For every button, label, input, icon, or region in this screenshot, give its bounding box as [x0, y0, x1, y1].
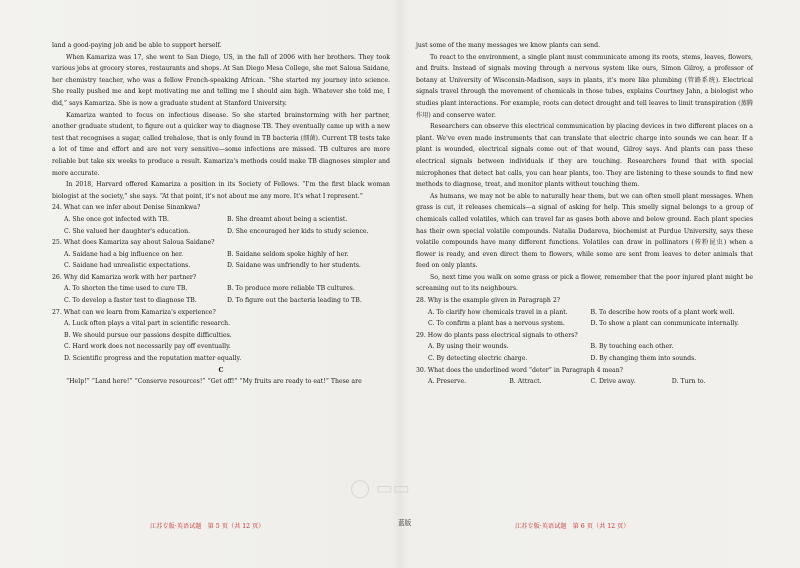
- option-26a: A. To shorten the time used to cure TB.: [64, 285, 188, 293]
- option-30c: C. Drive away.: [590, 378, 636, 386]
- left-paragraph-4: In 2018, Harvard offered Kamariza a position in its Society of Fellows. “I'm the first black woman biologist at the society,” she says. “At that point, it's not about me any more. It's what I represent.”: [52, 181, 390, 200]
- option-30b: B. Attract.: [509, 378, 542, 386]
- option-27d: D. Scientific progress and the reputation matter equally.: [64, 355, 242, 363]
- right-footer: 江苏专版·英语试题 第 6 页（共 12 页）: [515, 523, 630, 530]
- left-page: [52, 40, 390, 388]
- option-25a: A. Saidane had a big influence on her.: [64, 250, 184, 258]
- question-28: 28. Why is the example given in Paragraph 2?: [416, 297, 561, 305]
- right-paragraph-4: As humans, we may not be able to naturally hear them, but we can often smell plant messages. When grass is cut, it releases chemicals—a signal of asking for help. This smelly signal belongs to a group of chemicals called volatiles, which can travel far as gases both above and below ground. Each plant species has their own special volatile compounds. Natalia Dudareva, biochemist at Purdue University, says these volatile compounds have many different functions. Volatiles can draw in pollinators (传粉昆虫) when a flower is ready, and even direct them to flowers, while some are sent from leaves to deter animals that feed on only plants.: [416, 192, 753, 270]
- question-24-options: [52, 214, 390, 237]
- option-26c: C. To develop a faster test to diagnose TB.: [64, 297, 197, 305]
- question-30: 30. What does the underlined word “deter” in Paragraph 4 mean?: [416, 366, 623, 374]
- option-26b: B. To produce more reliable TB cultures.: [227, 285, 355, 293]
- question-26: 26. Why did Kamariza work with her partner?: [52, 273, 197, 281]
- left-footer: 江苏专版·英语试题 第 5 页（共 12 页）: [150, 523, 265, 530]
- option-25d: D. Saidane was unfriendly to her students.: [227, 262, 361, 270]
- option-27a: A. Luck often plays a vital part in scientific research.: [64, 320, 231, 328]
- edition-tag: 蓝版: [398, 519, 412, 527]
- option-27b: B. We should pursue our passions despite difficulties.: [64, 331, 232, 339]
- question-29: 29. How do plants pass electrical signals to others?: [416, 331, 578, 339]
- option-29d: D. By changing them into sounds.: [590, 355, 697, 363]
- section-heading: C: [218, 366, 224, 374]
- right-paragraph-3: Researchers can observe this electrical communication by placing devices in two different places on a plant. We've even made instruments that can translate that electric charge into sounds we can hear. If a plant is wounded, electrical signals come out of that wound, Gilroy says. And plants can pass these electrical signals between individuals if they are touching. Researchers found that with special microphones that detect bat calls, you can hear plants, too. They are listening to these sounds to find new methods to diagnose, treat, and monitor plants without touching them.: [416, 123, 753, 189]
- option-24d: D. She encouraged her kids to study science.: [227, 227, 369, 235]
- question-27: 27. What can we learn from Kamariza's experience?: [52, 308, 216, 316]
- option-26d: D. To figure out the bacteria leading to TB.: [227, 297, 362, 305]
- right-paragraph-5: So, next time you walk on some grass or pick a flower, remember that the poor injured plant might be screaming out to its neighbours.: [416, 273, 753, 293]
- option-25b: B. Saidane seldom spoke highly of her.: [227, 250, 349, 258]
- option-28d: D. To show a plant can communicate internally.: [590, 320, 739, 328]
- option-29b: B. By touching each other.: [590, 343, 674, 351]
- option-28b: B. To describe how roots of a plant work well.: [590, 308, 735, 316]
- option-27c: C. Hard work does not necessarily pay off eventually.: [64, 343, 231, 351]
- question-27-options: [52, 318, 390, 364]
- left-paragraph-3: Kamariza wanted to focus on infectious disease. So she started brainstorming with her partner, another graduate student, to figure out a quicker way to diagnose TB. They eventually came up with a new test that recognises a sugar, called trehalose, that is only found in TB bacteria (细菌). Current TB tests take a lot of time and effort and are not very sensitive—some infections are missed. TB cultures are more reliable but take six weeks to produce a result. Kamariza's methods could make TB diagnoses simpler and more accurate.: [52, 111, 390, 177]
- question-30-options: [416, 376, 753, 388]
- question-24: 24. What can we infer about Denise Sinankwa?: [52, 204, 201, 212]
- option-30a: A. Preserve.: [428, 378, 467, 386]
- watermark-logo: ◯ ▭▭: [350, 478, 410, 499]
- question-26-options: [52, 283, 390, 306]
- option-29c: C. By detecting electric charge.: [428, 355, 528, 363]
- left-paragraph-2: When Kamariza was 17, she went to San Diego, US, in the fall of 2006 with her brothers. They took various jobs at grocery stores, restaurants and shops. At San Diego Mesa College, she met Saloua Saidane, her chemistry teacher, who was a fellow French-speaking African. “She started my journey into science. She really pushed me and kept motivating me and telling me I should aim high. Whatever she told me, I did,” says Kamariza. She is now a graduate student at Stanford University.: [52, 53, 390, 107]
- option-29a: A. By using their wounds.: [428, 343, 509, 351]
- question-25: 25. What does Kamariza say about Saloua Saidane?: [52, 239, 215, 247]
- option-24c: C. She valued her daughter's education.: [64, 227, 191, 235]
- left-paragraph-5: “Help!” “Land here!” “Conserve resources!” “Get off!” “My fruits are ready to eat!” These are: [66, 378, 362, 386]
- option-25c: C. Saidane had unrealistic expectations.: [64, 262, 191, 270]
- question-25-options: [52, 249, 390, 272]
- option-24a: A. She once got infected with TB.: [64, 215, 170, 223]
- right-page: [416, 40, 753, 388]
- right-paragraph-1: just some of the many messages we know plants can send.: [416, 42, 601, 49]
- option-28c: C. To confirm a plant has a nervous system.: [428, 320, 565, 328]
- question-29-options: [416, 341, 753, 364]
- option-28a: A. To clarify how chemicals travel in a plant.: [428, 308, 568, 316]
- left-paragraph-1: land a good-paying job and be able to support herself.: [52, 42, 222, 49]
- option-24b: B. She dreamt about being a scientist.: [227, 215, 348, 223]
- option-30d: D. Turn to.: [671, 378, 706, 386]
- right-paragraph-2: To react to the environment, a single plant must communicate among its roots, stems, leaves, flowers, and fruits. Instead of signals moving through a nervous system like ours, Simon Gilroy, a professor of botany at University of Wisconsin-Madison, says in plants, it's more like plumbing (管路系统). Electrical signals travel through the movement of chemicals in those tubes, explains Courtney Jahn, a biologist who studies plant interactions. For example, roots can detect drought and tell leaves to limit transpiration (蒸腾作用) and conserve water.: [416, 53, 753, 119]
- question-28-options: [416, 307, 753, 330]
